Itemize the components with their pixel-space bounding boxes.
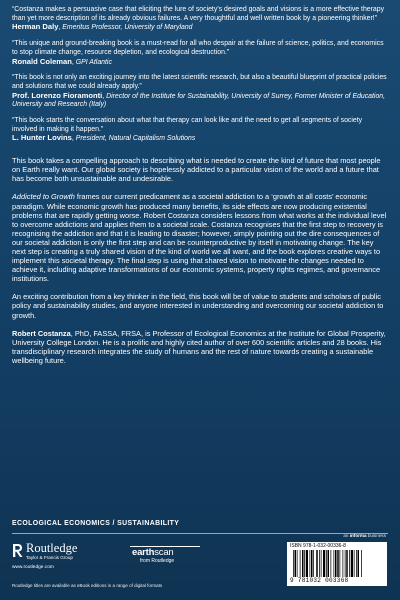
isbn-number: ISBN 978-1-032-00336-8 <box>290 543 346 549</box>
barcode-bar <box>356 550 357 577</box>
endorsement-quote <box>12 40 388 67</box>
quote-text: “Costanza makes a persuasive case that eliciting the lure of society’s desired goals and visions is a more effective therapy than yet more description of its already obvious failures. A very thoughtful and well written book by a pioneering thinker!” <box>12 6 385 22</box>
quote-attribution: Herman Daly, Emeritus Professor, University of Maryland <box>12 22 193 32</box>
quote-author: Prof. Lorenzo Fioramonti <box>12 90 103 100</box>
barcode-bar <box>358 550 360 577</box>
quote-attribution: Prof. Lorenzo Fioramonti, Director of the Institute for Sustainability, University of Surrey, Former Minister of Education, University and Research (Italy) <box>12 90 386 109</box>
quote-role: Emeritus Professor, University of Maryland <box>62 24 193 32</box>
description-text: frames our current predicament as a societal addiction to a ‘growth at all costs’ economic paradigm. While economic growth has produced many benefits, its side effects are now producing existential problems that are rapidly getting worse. Robert Costanza considers lessons from what works at the individual level to overcome addictions and applies them to a societal scale. Costanza recognises that the first step to recovery is recognising the addiction and that it is leading to disaster; however, simply pointing out the dire consequences of our societal addiction is only the first step and can be counterproductive by itself in motivating change. The key next step is creating a truly shared vision of the kind of world we all want, and the book explores creative ways to implement this societal therapy. The final step is using that shared vision to motivate the changes needed to achieve it, including adaptive transformations of our economic systems, property rights regimes, and governance institutions. <box>12 192 387 284</box>
endorsement-quote <box>12 6 388 33</box>
informa-brand: informa <box>349 533 367 538</box>
barcode-bar <box>293 550 294 577</box>
publisher-url: www.routledge.com <box>12 565 54 570</box>
barcode-bar <box>323 550 325 577</box>
informa-label: an informa business <box>343 533 386 538</box>
barcode-bar <box>354 550 355 577</box>
barcode-digits: 9 781032 003368 <box>290 577 349 584</box>
barcode-bar <box>349 550 350 577</box>
barcode-bar <box>313 550 314 577</box>
divider <box>12 533 388 534</box>
quote-role: GPI Atlantic <box>75 58 112 66</box>
quote-text: “This unique and ground-breaking book is a must-read for all who despair at the failure of science, politics, and economics to stop climate change, resource depletion, and ecological destruction.” <box>12 40 384 56</box>
earthscan-from: from Routledge <box>140 558 175 564</box>
quote-text: “This book starts the conversation about what that therapy can look like and the need to get all segments of society involved in making it happen.” <box>12 117 363 133</box>
cover-text <box>12 6 388 374</box>
barcode-bar <box>302 550 304 577</box>
barcode-bar <box>295 550 297 577</box>
author-bio <box>12 329 388 365</box>
earthscan-logo <box>130 543 200 567</box>
isbn-barcode <box>287 542 387 586</box>
ebook-note: Routledge titles are available as eBook editions in a range of digital formats <box>12 583 163 588</box>
quote-text: “This book is not only an exciting journey into the latest scientific research, but also a beautiful blueprint of practical policies and solutions that we could already apply.” <box>12 74 387 90</box>
barcode-bar <box>319 550 320 577</box>
routledge-r-icon <box>12 543 23 558</box>
quote-role: Director of the Institute for Sustainability, University of Surrey, Former Minister of Education, University and Research (Italy) <box>12 92 386 109</box>
book-title-inline: Addicted to Growth <box>12 192 75 202</box>
description-paragraph: This book takes a compelling approach to describing what is needed to create the kind of future that most people on Earth really want. Our global society is hopelessly addicted to a particular vision of the world and a future that has become both unsustainable and undesirable. <box>12 156 381 184</box>
barcode-bar <box>311 550 313 577</box>
barcode-bar <box>297 550 298 577</box>
quote-author: Herman Daly <box>12 22 59 32</box>
barcode-bar <box>328 550 330 577</box>
barcode-bar <box>316 550 318 577</box>
barcode-bars <box>293 550 381 577</box>
endorsement-quote <box>12 74 388 110</box>
barcode-bar <box>334 550 335 577</box>
endorsement-quote <box>12 117 388 144</box>
barcode-bar <box>343 550 344 577</box>
routledge-tagline: Taylor & Francis Group <box>26 555 73 560</box>
quote-author: L. Hunter Lovins <box>12 133 72 143</box>
subject-category: ECOLOGICAL ECONOMICS / SUSTAINABILITY <box>12 520 180 527</box>
barcode-bar <box>335 550 337 577</box>
description-paragraph <box>12 192 388 283</box>
barcode-bar <box>361 550 362 577</box>
routledge-logo <box>12 540 94 578</box>
earthscan-wordmark: earthscan <box>132 547 174 558</box>
barcode-bar <box>304 550 305 577</box>
barcode-bar <box>345 550 346 577</box>
author-bio-text: , PhD, FASSA, FRSA, is Professor of Ecological Economics at the Institute for Global Prosperity, University College London. He is a prolific and highly cited author of over 600 scientific articles and 28 books. His transdisciplinary research integrates the study of humans and the rest of nature towards creating a sustainable wellbeing future. <box>12 328 386 365</box>
quote-attribution: Ronald Coleman, GPI Atlantic <box>12 56 112 66</box>
barcode-bar <box>331 550 332 577</box>
quote-role: President, Natural Capitalism Solutions <box>75 135 196 143</box>
barcode-bar <box>310 550 311 577</box>
barcode-bar <box>337 550 339 577</box>
quote-attribution: L. Hunter Lovins, President, Natural Capitalism Solutions <box>12 133 196 143</box>
author-name: Robert Costanza <box>12 328 71 338</box>
barcode-bar <box>300 550 301 577</box>
barcode-bar <box>340 550 341 577</box>
barcode-bar <box>306 550 308 577</box>
barcode-bar <box>326 550 327 577</box>
barcode-bar <box>351 550 353 577</box>
routledge-name: Routledge <box>26 541 78 555</box>
barcode-bar <box>321 550 322 577</box>
audience-paragraph: An exciting contribution from a key thinker in the field, this book will be of value to students and scholars of public policy and sustainability studies, and anyone interested in understanding and overcoming our societal addiction to growth. <box>12 292 384 320</box>
barcode-bar <box>346 550 348 577</box>
quote-author: Ronald Coleman <box>12 56 72 66</box>
